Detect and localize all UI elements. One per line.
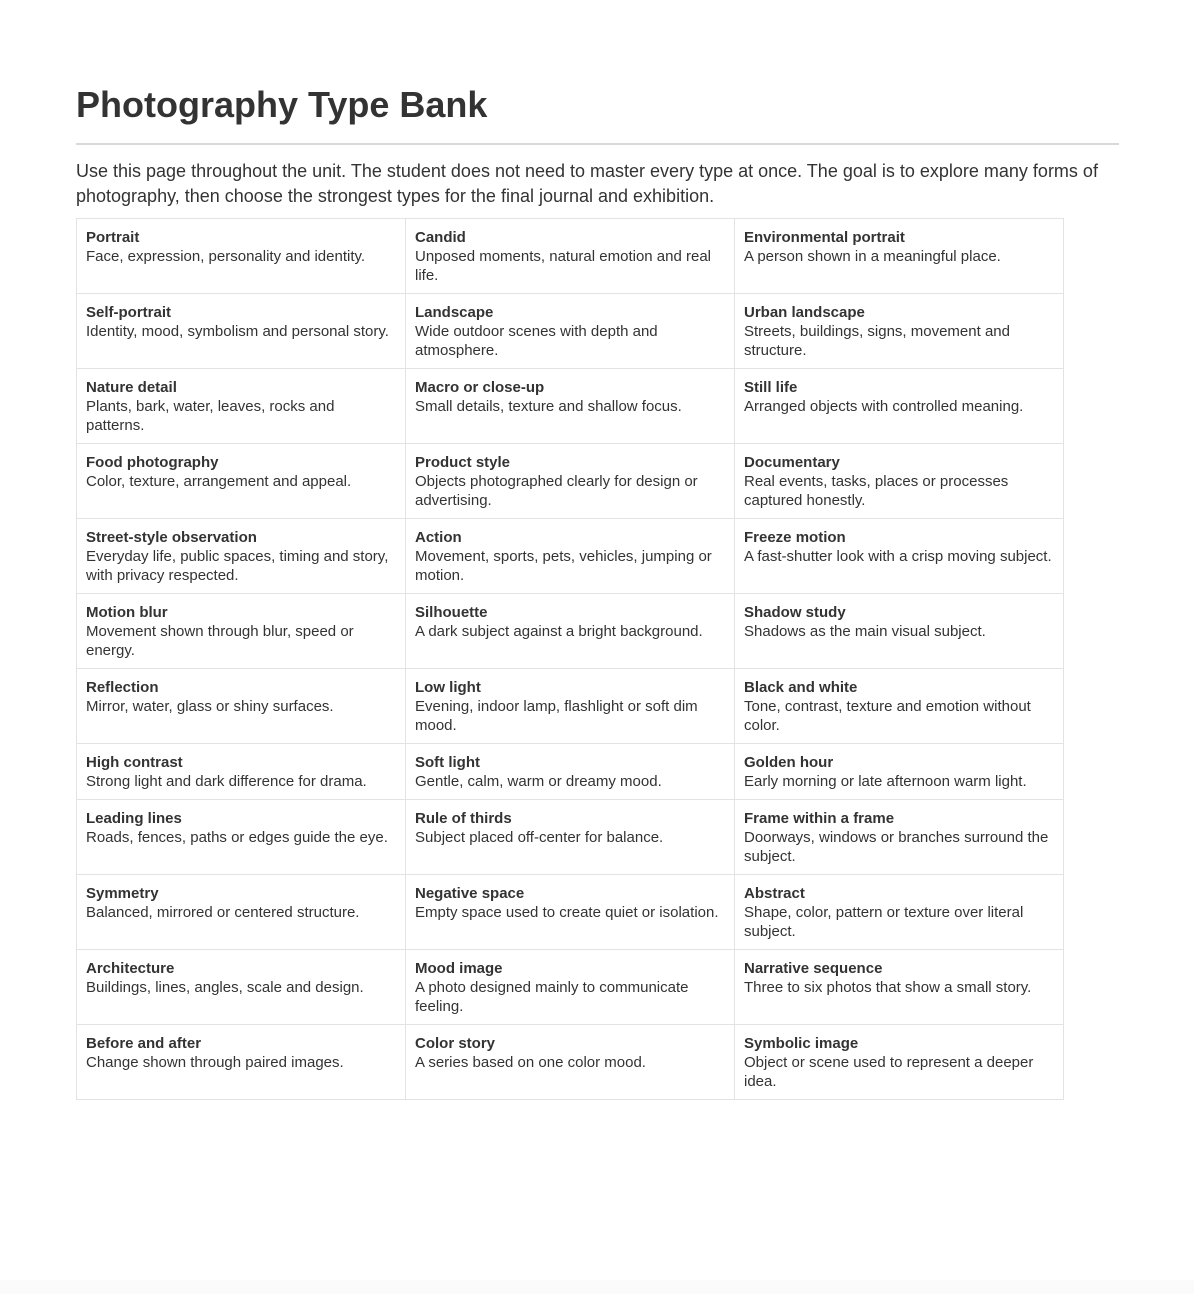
type-cell	[735, 369, 1064, 444]
type-cell	[77, 669, 406, 744]
type-description: Strong light and dark difference for drama.	[86, 773, 367, 790]
table-row	[77, 219, 1064, 294]
type-cell	[406, 369, 735, 444]
type-name: Self-portrait	[86, 304, 172, 321]
type-name: Still life	[744, 379, 798, 396]
table-row	[77, 875, 1064, 950]
type-name: Before and after	[86, 1035, 202, 1052]
type-description: Shape, color, pattern or texture over literal subject.	[744, 904, 1024, 940]
type-name: Symmetry	[86, 885, 159, 902]
type-cell	[735, 744, 1064, 800]
type-name: Black and white	[744, 679, 858, 696]
type-cell	[735, 875, 1064, 950]
type-description: Plants, bark, water, leaves, rocks and patterns.	[86, 398, 335, 434]
type-name: Mood image	[415, 960, 503, 977]
type-cell	[406, 519, 735, 594]
type-name: High contrast	[86, 754, 183, 771]
table-row	[77, 519, 1064, 594]
type-name: Food photography	[86, 454, 219, 471]
type-description: Wide outdoor scenes with depth and atmosphere.	[415, 323, 658, 359]
type-cell	[735, 294, 1064, 369]
type-cell	[735, 1025, 1064, 1100]
type-description: Empty space used to create quiet or isolation.	[415, 904, 719, 921]
type-name: Macro or close-up	[415, 379, 545, 396]
type-description: Real events, tasks, places or processes captured honestly.	[744, 473, 1009, 509]
type-name: Symbolic image	[744, 1035, 859, 1052]
type-description: Object or scene used to represent a deeper idea.	[744, 1054, 1034, 1090]
photography-type-table-body	[77, 219, 1064, 1100]
type-cell	[406, 1025, 735, 1100]
type-name: Urban landscape	[744, 304, 865, 321]
table-row	[77, 294, 1064, 369]
type-description: A dark subject against a bright background.	[415, 623, 703, 640]
type-cell	[406, 800, 735, 875]
type-description: Early morning or late afternoon warm light.	[744, 773, 1027, 790]
type-cell	[735, 219, 1064, 294]
type-description: Roads, fences, paths or edges guide the eye.	[86, 829, 388, 846]
type-cell	[735, 950, 1064, 1025]
type-cell	[77, 444, 406, 519]
type-cell	[77, 369, 406, 444]
type-cell	[77, 594, 406, 669]
type-name: Reflection	[86, 679, 159, 696]
title-divider	[76, 143, 1119, 145]
table-row	[77, 950, 1064, 1025]
type-name: Shadow study	[744, 604, 846, 621]
type-name: Leading lines	[86, 810, 182, 827]
type-cell	[735, 669, 1064, 744]
type-description: Gentle, calm, warm or dreamy mood.	[415, 773, 662, 790]
type-name: Architecture	[86, 960, 175, 977]
type-name: Low light	[415, 679, 481, 696]
table-row	[77, 744, 1064, 800]
type-cell	[406, 744, 735, 800]
type-name: Negative space	[415, 885, 525, 902]
type-description: Identity, mood, symbolism and personal story.	[86, 323, 389, 340]
type-cell	[735, 444, 1064, 519]
type-description: Three to six photos that show a small story.	[744, 979, 1032, 996]
type-cell	[77, 519, 406, 594]
type-cell	[406, 294, 735, 369]
type-description: Subject placed off-center for balance.	[415, 829, 664, 846]
type-name: Color story	[415, 1035, 496, 1052]
type-name: Golden hour	[744, 754, 834, 771]
type-description: Unposed moments, natural emotion and real life.	[415, 248, 712, 284]
type-name: Action	[415, 529, 462, 546]
type-description: Objects photographed clearly for design or advertising.	[415, 473, 698, 509]
type-cell	[735, 519, 1064, 594]
type-description: Doorways, windows or branches surround the subject.	[744, 829, 1049, 865]
type-description: Mirror, water, glass or shiny surfaces.	[86, 698, 334, 715]
type-description: A person shown in a meaningful place.	[744, 248, 1001, 265]
type-cell	[77, 219, 406, 294]
page-title: Photography Type Bank	[76, 84, 488, 125]
type-name: Street-style observation	[86, 529, 257, 546]
type-description: Arranged objects with controlled meaning.	[744, 398, 1024, 415]
type-name: Landscape	[415, 304, 494, 321]
type-description: Everyday life, public spaces, timing and story, with privacy respected.	[86, 548, 389, 584]
type-name: Abstract	[744, 885, 805, 902]
type-name: Freeze motion	[744, 529, 846, 546]
type-cell	[406, 219, 735, 294]
photography-type-table	[76, 218, 1064, 1100]
type-cell	[77, 744, 406, 800]
type-description: Balanced, mirrored or centered structure.	[86, 904, 360, 921]
type-cell	[735, 800, 1064, 875]
type-cell	[77, 294, 406, 369]
intro-paragraph: Use this page throughout the unit. The student does not need to master every type at once. The goal is to explore many forms of photography, then choose the strongest types for the final journal and exhibition.	[76, 161, 1098, 206]
type-cell	[77, 1025, 406, 1100]
type-cell	[406, 669, 735, 744]
table-row	[77, 594, 1064, 669]
table-row	[77, 1025, 1064, 1100]
document-page	[76, 84, 1119, 1100]
type-cell	[77, 800, 406, 875]
type-name: Portrait	[86, 229, 140, 246]
type-name: Documentary	[744, 454, 840, 471]
type-description: Evening, indoor lamp, flashlight or soft dim mood.	[415, 698, 698, 734]
type-description: A photo designed mainly to communicate feeling.	[415, 979, 689, 1015]
type-cell	[77, 950, 406, 1025]
type-name: Silhouette	[415, 604, 488, 621]
type-name: Narrative sequence	[744, 960, 883, 977]
type-description: Shadows as the main visual subject.	[744, 623, 986, 640]
type-description: A series based on one color mood.	[415, 1054, 646, 1071]
type-description: Streets, buildings, signs, movement and structure.	[744, 323, 1010, 359]
type-cell	[406, 594, 735, 669]
type-name: Soft light	[415, 754, 480, 771]
type-description: Tone, contrast, texture and emotion without color.	[744, 698, 1031, 734]
type-name: Rule of thirds	[415, 810, 512, 827]
type-name: Nature detail	[86, 379, 177, 396]
type-cell	[406, 444, 735, 519]
type-name: Product style	[415, 454, 511, 471]
type-cell	[406, 875, 735, 950]
table-row	[77, 369, 1064, 444]
type-name: Motion blur	[86, 604, 168, 621]
table-row	[77, 800, 1064, 875]
type-description: Movement, sports, pets, vehicles, jumping or motion.	[415, 548, 712, 584]
table-row	[77, 669, 1064, 744]
table-row	[77, 444, 1064, 519]
type-cell	[406, 950, 735, 1025]
type-description: Buildings, lines, angles, scale and design.	[86, 979, 364, 996]
type-description: Color, texture, arrangement and appeal.	[86, 473, 352, 490]
type-name: Environmental portrait	[744, 229, 905, 246]
type-description: Face, expression, personality and identity.	[86, 248, 366, 265]
type-name: Frame within a frame	[744, 810, 895, 827]
type-description: Change shown through paired images.	[86, 1054, 344, 1071]
page-bottom-band	[0, 1280, 1194, 1294]
type-description: A fast-shutter look with a crisp moving subject.	[744, 548, 1052, 565]
type-description: Movement shown through blur, speed or energy.	[86, 623, 354, 659]
type-name: Candid	[415, 229, 466, 246]
type-cell	[77, 875, 406, 950]
type-description: Small details, texture and shallow focus.	[415, 398, 682, 415]
type-cell	[735, 594, 1064, 669]
